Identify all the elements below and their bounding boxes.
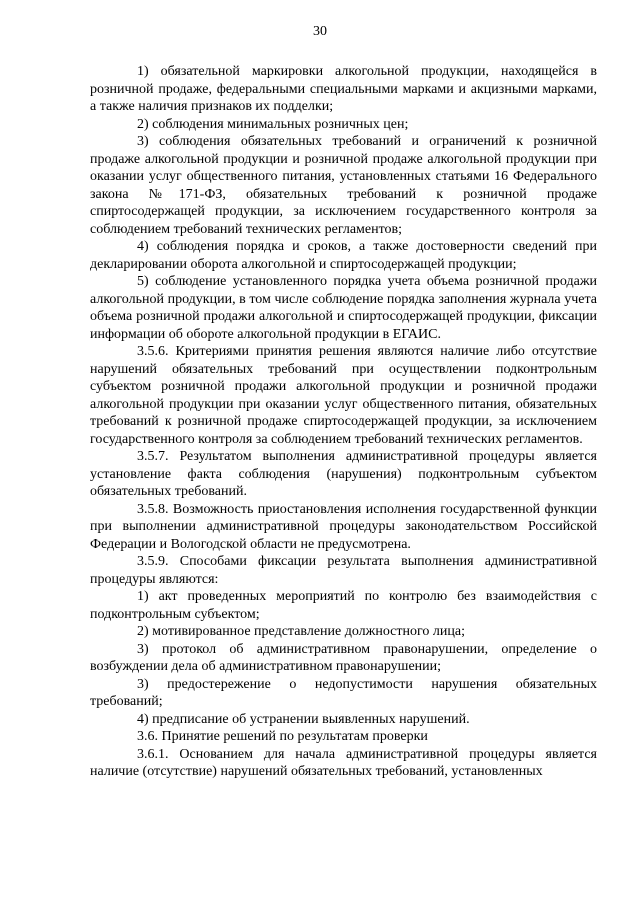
paragraph-3-5-6: 3.5.6. Критериями принятия решения являются наличие либо отсутствие нарушений обязательных требований при осуществлении подконтрольным субъектом розничной продажи алкогольной продукции и розничной продажи алкогольной продукции при оказании услуг общественного питания, обязательных требований к розничной продаже спиртосодержащей продукции, за исключением государственного контроля за соблюдением требований технических регламентов. bbox=[90, 344, 597, 447]
paragraph-3-5-9: 3.5.9. Способами фиксации результата выполнения административной процедуры являются: bbox=[90, 554, 597, 587]
paragraph-3-6-1: 3.6.1. Основанием для начала административной процедуры является наличие (отсутствие) нарушений обязательных требований, установленных bbox=[90, 746, 597, 779]
section-heading-3-6: 3.6. Принятие решений по результатам проверки bbox=[137, 729, 428, 744]
fixation-item-4: 4) предписание об устранении выявленных нарушений. bbox=[137, 711, 470, 727]
page-number: 30 bbox=[313, 24, 327, 39]
paragraph-item-5: 5) соблюдение установленного порядка учета объема розничной продажи алкогольной продукции, в том числе соблюдение порядка заполнения журнала учета объема розничной продажи алкогольной и спиртосодержащей продукции, фиксации информации об обороте алкогольной продукции в ЕГАИС. bbox=[90, 274, 597, 342]
document-body bbox=[90, 63, 597, 781]
paragraph-item-2: 2) соблюдения минимальных розничных цен; bbox=[137, 116, 409, 132]
fixation-item-3: 3) протокол об административном правонарушении, определение о возбуждении дела об административном правонарушении; bbox=[90, 641, 597, 674]
fixation-item-1: 1) акт проведенных мероприятий по контролю без взаимодействия с подконтрольным субъектом; bbox=[90, 589, 597, 622]
paragraph-item-1: 1) обязательной маркировки алкогольной продукции, находящейся в розничной продаже, федеральными специальными марками и акцизными марками, а также наличия признаков их подделки; bbox=[90, 64, 597, 114]
fixation-item-3b: 3) предостережение о недопустимости нарушения обязательных требований; bbox=[90, 676, 597, 709]
paragraph-item-3: 3) соблюдения обязательных требований и ограничений к розничной продаже алкогольной продукции и розничной продаже алкогольной продукции при оказании услуг общественного питания, установленных статьями 16 Федерального закона №171-ФЗ, обязательных требований к розничной продаже спиртосодержащей продукции, за исключением государственного контроля за соблюдением требований технических регламентов; bbox=[90, 134, 597, 237]
paragraph-3-5-8: 3.5.8. Возможность приостановления исполнения государственной функции при выполнении административной процедуры законодательством Российской Федерации и Вологодской области не предусмотрена. bbox=[90, 501, 597, 552]
paragraph-3-5-7: 3.5.7. Результатом выполнения административной процедуры является установление факта соблюдения (нарушения) подконтрольным субъектом обязательных требований. bbox=[90, 449, 597, 499]
paragraph-item-4: 4) соблюдения порядка и сроков, а также достоверности сведений при декларировании оборота алкогольной и спиртосодержащей продукции; bbox=[90, 239, 597, 272]
fixation-item-2: 2) мотивированное представление должностного лица; bbox=[137, 624, 465, 639]
